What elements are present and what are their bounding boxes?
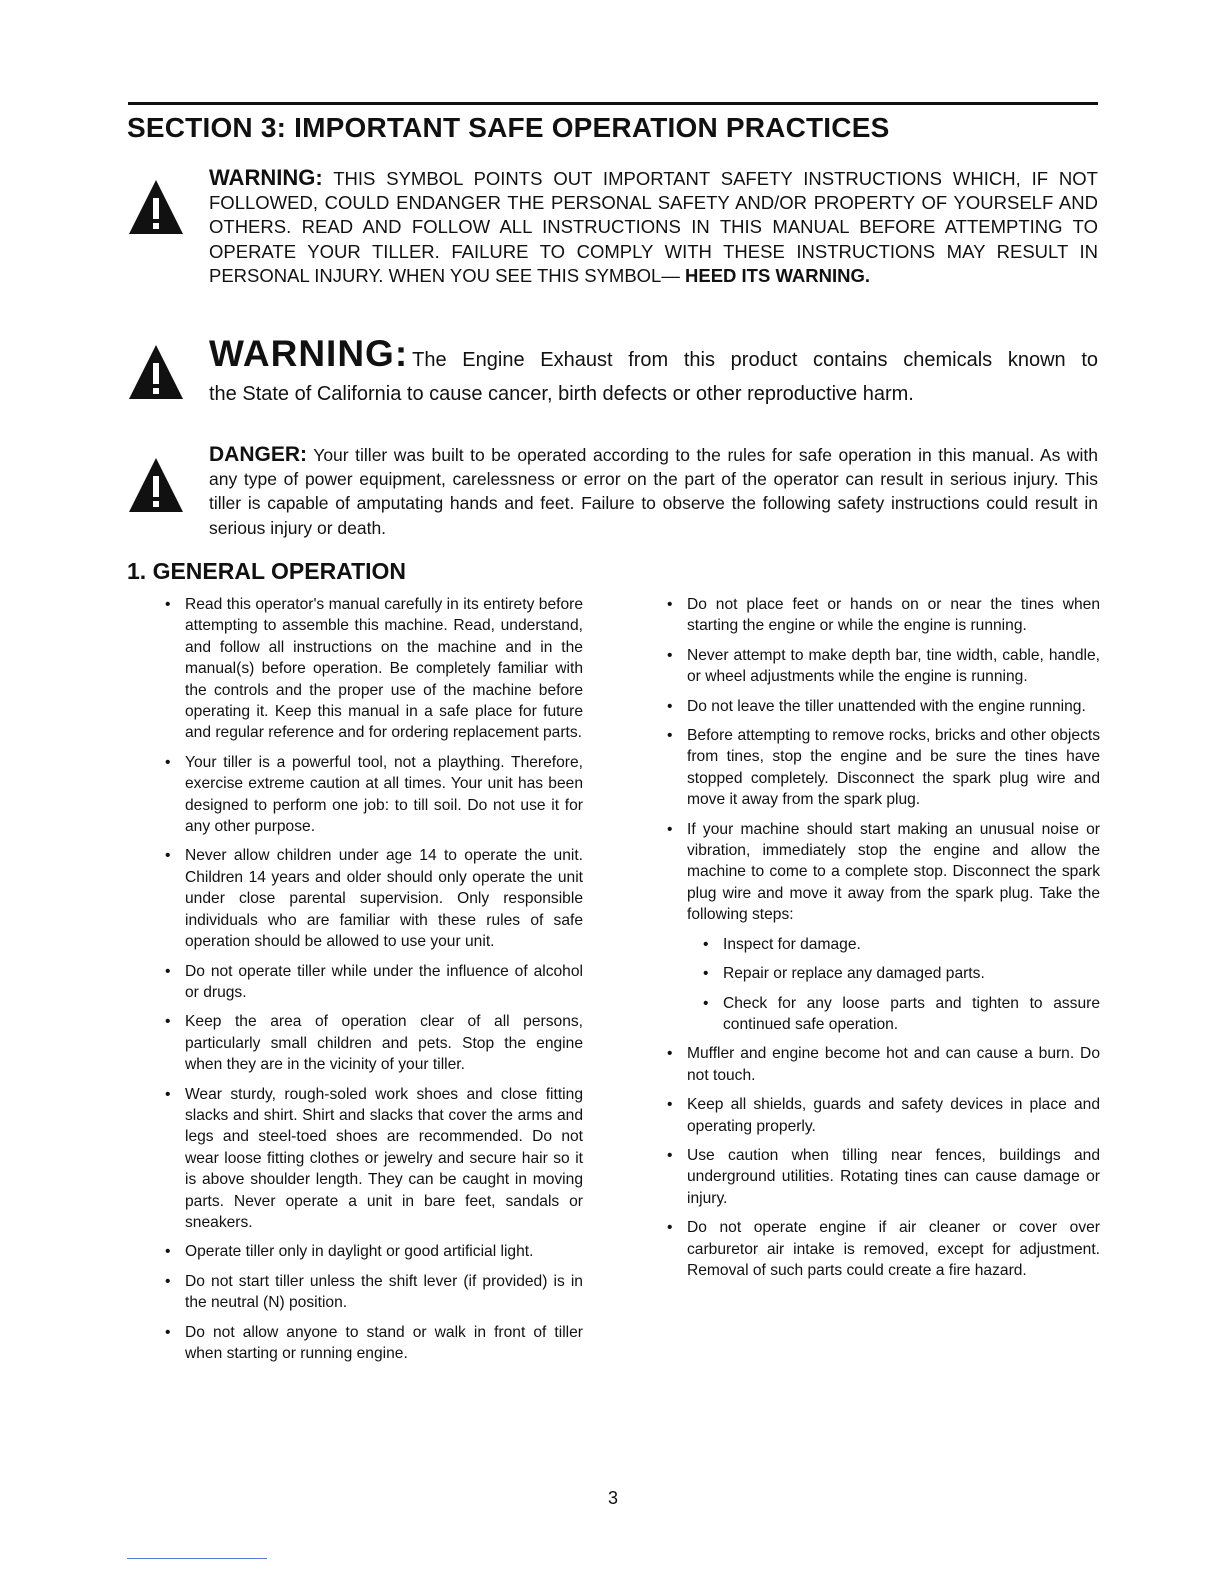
list-item: • Never allow children under age 14 to operate the unit. Children 14 years and older should only operate the unit under close parental supervision. Only responsible individuals who are familiar with these rules of safe operation should be allowed to use your unit. bbox=[165, 847, 583, 951]
list-item: • Do not start tiller unless the shift lever (if provided) is in the neutral (N) position. bbox=[165, 1272, 583, 1312]
warning-triangle-icon bbox=[127, 456, 185, 514]
safety-alert-warning bbox=[209, 166, 1098, 288]
list-item: • Do not operate tiller while under the influence of alcohol or drugs. bbox=[165, 962, 583, 1001]
warning-line-2: the State of California to cause cancer, birth defects or other reproductive harm. bbox=[209, 383, 914, 405]
list-item: • Wear sturdy, rough-soled work shoes and close fitting slacks and shirt. Shirt and slacks that cover the arms and legs and steel-toed shoes are recommended. Do not wear loose fitting clothes or jewelry and secure hair so it is above shoulder length. They can be caught in moving parts. Never operate a unit in bare feet, sandals or sneakers. bbox=[165, 1085, 583, 1231]
left-column bbox=[163, 594, 583, 1372]
warning-line-1: The Engine Exhaust from this product contains chemicals known to bbox=[412, 349, 1098, 371]
list-item: • Your tiller is a powerful tool, not a plaything. Therefore, exercise extreme caution at all times. Your unit has been designed to perform one job: to till soil. Do not use it for any other purpose. bbox=[165, 753, 583, 836]
list-item: • Muffler and engine become hot and can cause a burn. Do not touch. bbox=[667, 1045, 1100, 1084]
list-item: • Read this operator's manual carefully in its entirety before attempting to assemble this machine. Read, understand, and follow all instructions on the machine and in the manual(s) before operation. Be completely familiar with the controls and the proper use of the machine before operating it. Keep this manual in a safe place for future and regular reference and for ordering replacement parts. bbox=[165, 596, 583, 742]
california-warning bbox=[209, 334, 1098, 408]
footer-divider bbox=[127, 1558, 267, 1559]
step-item: • Check for any loose parts and tighten to assure continued safe operation. bbox=[703, 994, 1100, 1033]
warning-heading: WARNING: bbox=[209, 333, 409, 374]
list-item: • If your machine should start making an unusual noise or vibration, immediately stop the engine and allow the machine to come to a complete stop. Disconnect the spark plug wire and move it away from the spark plug. Take the following steps: • Inspect for damage. • Repair or replace any damaged parts. • Check for any loose parts and tighten to assure continued safe operation. bbox=[665, 819, 1100, 1036]
list-item: • Keep the area of operation clear of all persons, particularly small children and pets. Stop the engine when they are in the vicinity of your tiller. bbox=[165, 1013, 583, 1074]
list-item: • Do not leave the tiller unattended with the engine running. bbox=[667, 697, 1086, 715]
warning-heading: WARNING: bbox=[209, 165, 323, 190]
header-rule bbox=[128, 102, 1098, 105]
list-item: • Before attempting to remove rocks, bricks and other objects from tines, stop the engine and be sure the tines have stopped completely. Disconnect the spark plug wire and move it away from the spark plug. bbox=[667, 727, 1100, 809]
danger-heading: DANGER: bbox=[209, 443, 307, 466]
warning-triangle-icon bbox=[127, 343, 185, 401]
danger-text: Your tiller was built to be operated according to the rules for safe operation in this manual. As with any type of power equipment, carelessness or error on the part of the operator can result in serious injury. This tiller is capable of amputating hands and feet. Failure to observe the following safety instructions could result in serious injury or death. bbox=[209, 445, 1098, 538]
warning-triangle-icon bbox=[127, 178, 185, 236]
following-steps-list bbox=[687, 934, 1100, 1036]
warning-text: THIS SYMBOL POINTS OUT IMPORTANT SAFETY INSTRUCTIONS WHICH, IF NOT FOLLOWED, COULD ENDANGER THE PERSONAL SAFETY AND/OR PROPERTY OF YOURSELF AND OTHERS. READ AND FOLLOW ALL INSTRUCTIONS IN THIS MANUAL BEFORE ATTEMPTING TO OPERATE YOUR TILLER. FAILURE TO COMPLY WITH THESE INSTRUCTIONS MAY RESULT IN PERSONAL INJURY. WHEN YOU SEE THIS SYMBOL— bbox=[209, 168, 1098, 286]
list-item: • Do not place feet or hands on or near the tines when starting the engine or while the engine is running. bbox=[667, 596, 1100, 635]
warning-emphasis: HEED ITS WARNING. bbox=[685, 264, 871, 286]
step-item: • Repair or replace any damaged parts. bbox=[703, 965, 985, 983]
list-item: • Keep all shields, guards and safety devices in place and operating properly. bbox=[667, 1096, 1100, 1135]
list-item: • Operate tiller only in daylight or good artificial light. bbox=[165, 1243, 534, 1261]
step-item: • Inspect for damage. bbox=[703, 935, 861, 953]
section-title: SECTION 3: IMPORTANT SAFE OPERATION PRACTICES bbox=[127, 112, 890, 143]
list-item: • Do not operate engine if air cleaner or cover over carburetor air intake is removed, except for adjustment. Removal of such parts could create a fire hazard. bbox=[667, 1219, 1100, 1279]
page-number: 3 bbox=[608, 1488, 619, 1508]
list-item: • Do not allow anyone to stand or walk in front of tiller when starting or running engine. bbox=[165, 1323, 583, 1362]
list-item: • Never attempt to make depth bar, tine width, cable, handle, or wheel adjustments while the engine is running. bbox=[667, 646, 1100, 686]
list-item: • Use caution when tilling near fences, buildings and underground utilities. Rotating tines can cause damage or injury. bbox=[667, 1146, 1100, 1207]
danger-notice bbox=[209, 443, 1098, 540]
general-operation-title: 1. GENERAL OPERATION bbox=[127, 558, 407, 584]
right-column bbox=[665, 594, 1100, 1289]
